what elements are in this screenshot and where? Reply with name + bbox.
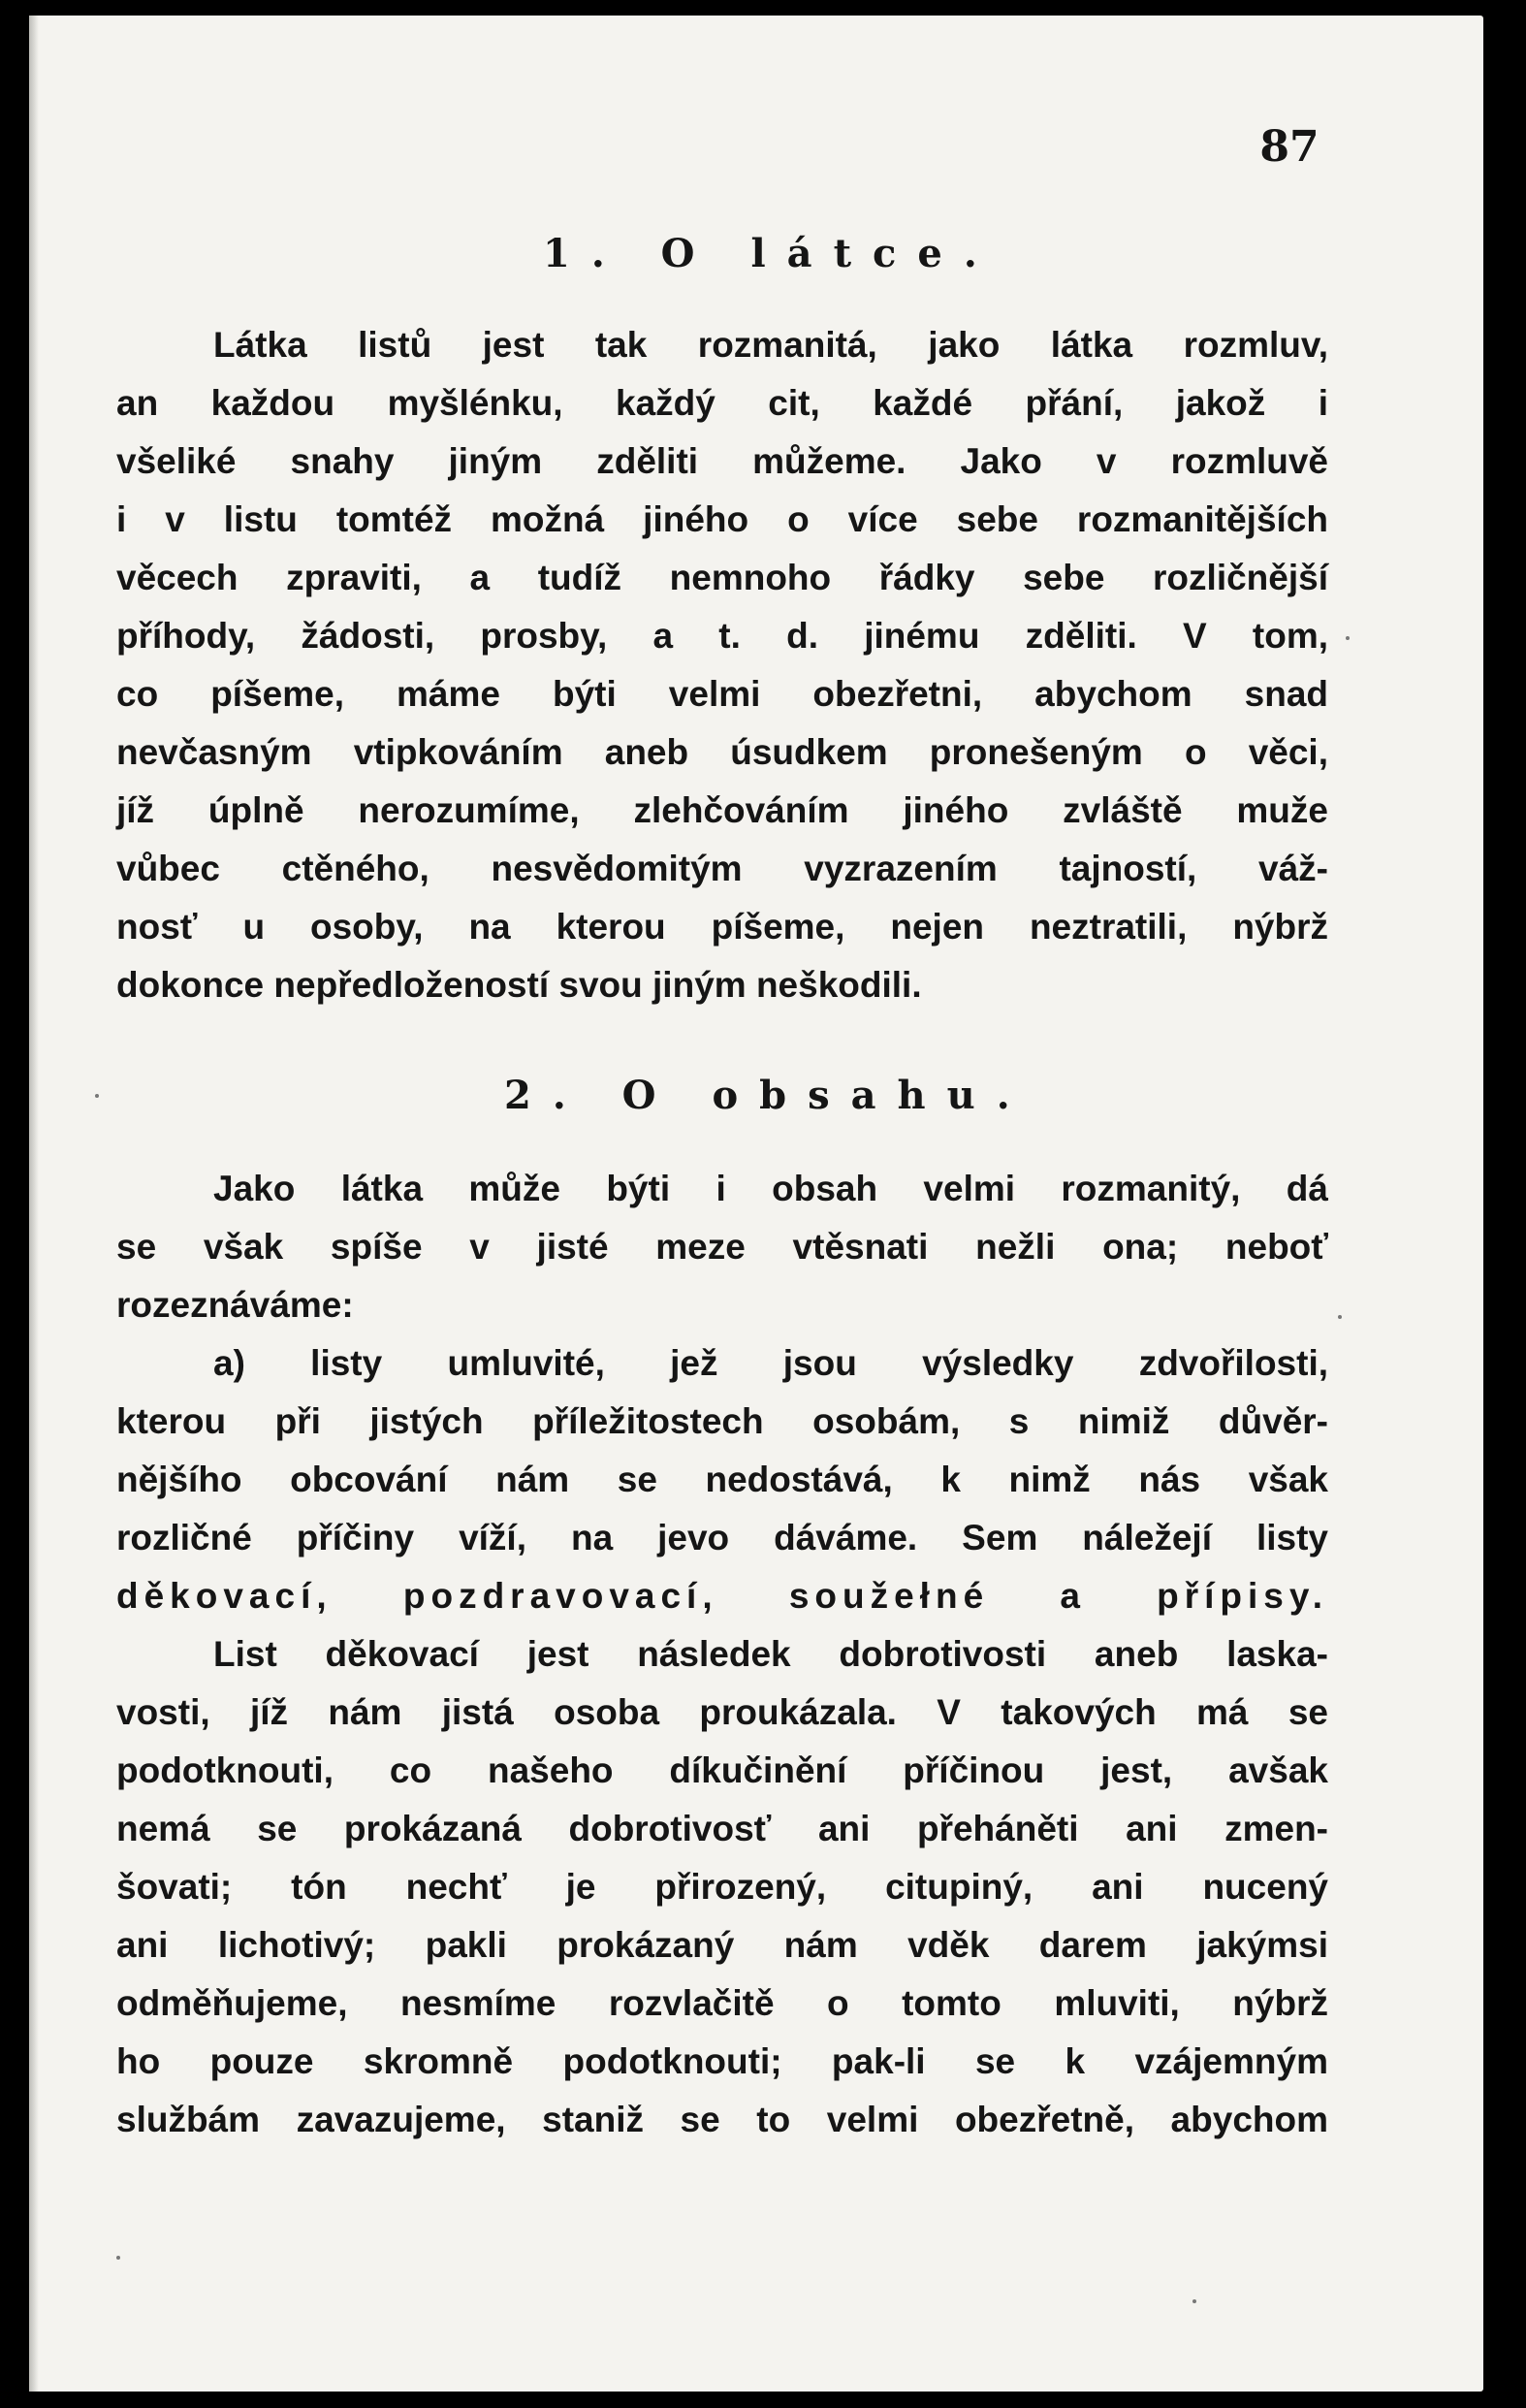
text-line: příhody, žádosti, prosby, a t. d. jinému zděliti. V tom, (116, 616, 1328, 656)
text-line: všeliké snahy jiným zděliti můžeme. Jako v rozmluvě (116, 441, 1328, 481)
text-line: odměňujeme, nesmíme rozvlačitě o tomto mluviti, nýbrž (116, 1983, 1328, 2023)
text-line: rozeznáváme: (116, 1285, 354, 1325)
text-line: nemá se prokázaná dobrotivosť ani přeháněti ani zmen- (116, 1809, 1328, 1848)
text-line: vosti, jíž nám jistá osoba proukázala. V takových má se (116, 1692, 1328, 1732)
text-line: věcech zpraviti, a tudíž nemnoho řádky sebe rozličnější (116, 558, 1328, 597)
text-line: dokonce nepředložeností svou jiným neškodili. (116, 965, 922, 1005)
text-line: co píšeme, máme býti velmi obezřetni, abychom snad (116, 674, 1328, 714)
text-line: a) listy umluvité, jež jsou výsledky zdvořilosti, (213, 1343, 1328, 1383)
text-line: an každou myšlénku, každý cit, každé přání, jakož i (116, 383, 1328, 423)
text-line: ho pouze skromně podotknouti; pak-li se k vzájemným (116, 2041, 1328, 2081)
paper-speck (1192, 2299, 1196, 2303)
paper-speck (1346, 636, 1350, 640)
text-line: děkovací, pozdravovací, soužełné a přípisy. (116, 1576, 1328, 1616)
section1-paragraph (116, 316, 1328, 1014)
text-line: podotknouti, co našeho díkučinění příčinou jest, avšak (116, 1750, 1328, 1790)
section2-heading: 2. O obsahu. (504, 1073, 1032, 1118)
text-line: službám zavazujeme, staniž se to velmi obezřetně, abychom (116, 2100, 1328, 2139)
text-line: Látka listů jest tak rozmanitá, jako látka rozmluv, (213, 325, 1328, 365)
section2-paragraph (116, 1160, 1328, 2149)
page-edge-shadow (29, 16, 39, 2392)
paper-speck (116, 2256, 120, 2260)
page-number: 87 (1259, 122, 1319, 172)
text-line: nevčasným vtipkováním aneb úsudkem pronešeným o věci, (116, 732, 1328, 772)
text-line: Jako látka může býti i obsah velmi rozmanitý, dá (213, 1169, 1328, 1208)
text-line: nosť u osoby, na kterou píšeme, nejen neztratili, nýbrž (116, 907, 1328, 947)
text-line: se však spíše v jisté meze vtěsnati nežli ona; neboť (116, 1227, 1328, 1267)
text-line: vůbec ctěného, nesvědomitým vyzrazením tajností, váž- (116, 849, 1328, 888)
paper-speck (1338, 1315, 1342, 1319)
text-line: ani lichotivý; pakli prokázaný nám vděk darem jakýmsi (116, 1925, 1328, 1965)
text-line: šovati; tón nechť je přirozený, citupiný, ani nucený (116, 1867, 1328, 1907)
text-line: kterou při jistých příležitostech osobám, s nimiž důvěr- (116, 1401, 1328, 1441)
text-line: List děkovací jest následek dobrotivosti aneb laska- (213, 1634, 1328, 1674)
paper-speck (95, 1094, 99, 1098)
text-line: rozličné příčiny víží, na jevo dáváme. Sem náležejí listy (116, 1518, 1328, 1557)
text-line: jíž úplně nerozumíme, zlehčováním jiného zvláště muže (116, 790, 1328, 830)
book-page (29, 16, 1483, 2392)
text-line: i v listu tomtéž možná jiného o více sebe rozmanitějších (116, 499, 1328, 539)
section1-heading: 1. O látce. (543, 231, 999, 276)
text-line: nějšího obcování nám se nedostává, k nimž nás však (116, 1460, 1328, 1499)
